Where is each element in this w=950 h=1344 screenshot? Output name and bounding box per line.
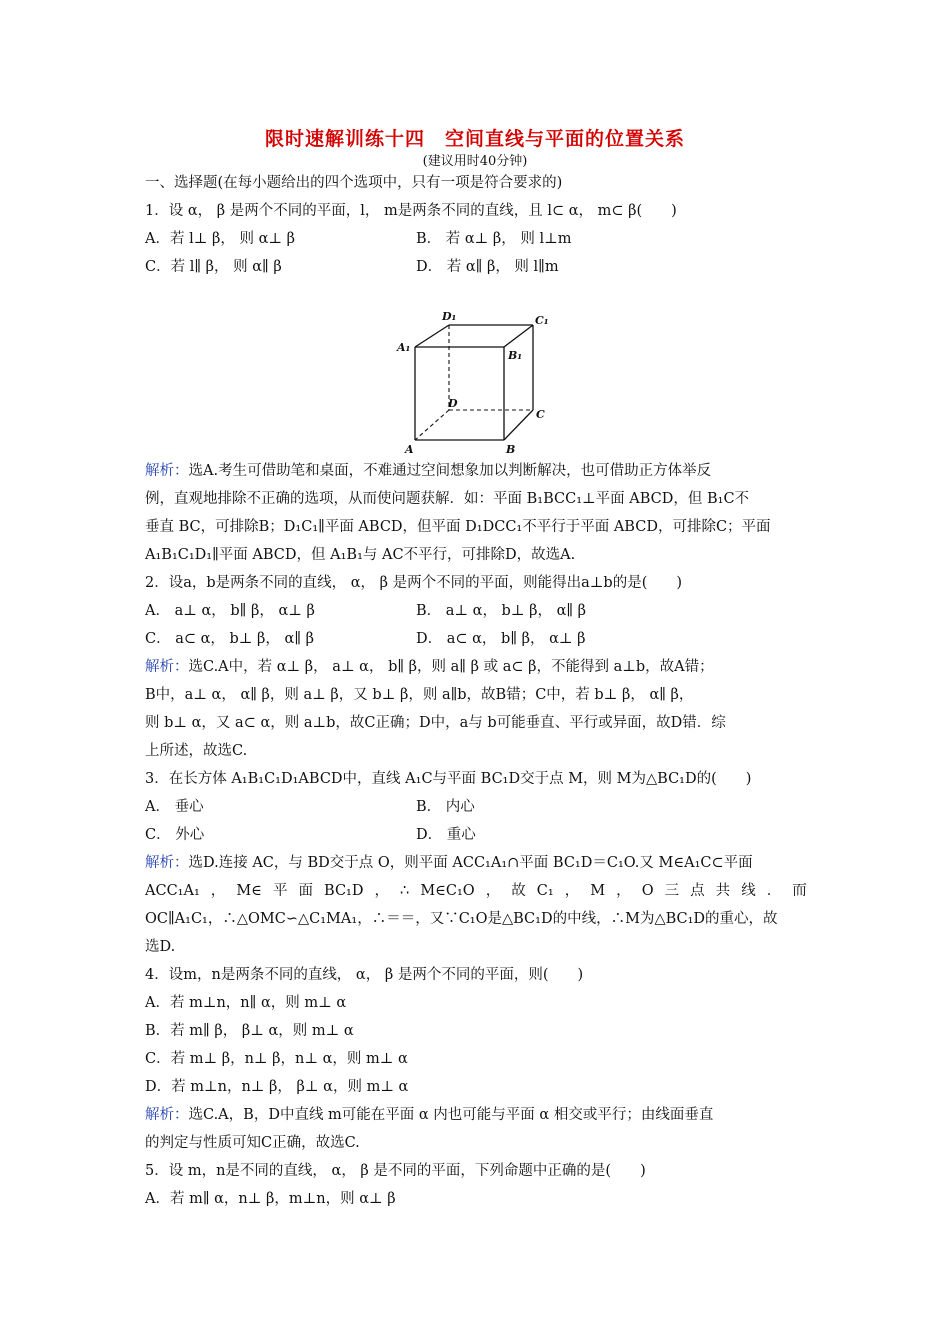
q2-option-b: B． a⊥ α， b⊥ β， α∥ β: [416, 603, 587, 619]
q3-option-d: D． 重心: [416, 827, 476, 843]
q3-analysis-line-1: 解析：选D.连接 AC，与 BD交于点 O，则平面 ACC₁A₁∩平面 BC₁D＝C₁O.又 M∈A₁C⊂平面: [145, 855, 753, 871]
q2-option-c: C． a⊂ α， b⊥ β， α∥ β: [145, 631, 315, 647]
q3-option-b: B． 内心: [416, 799, 475, 815]
cube-label-c: C: [536, 408, 545, 421]
q3-analysis-line-2: ACC₁A₁ ， M∈ 平 面 BC₁D ， ∴ M∈C₁O ， 故 C₁ ， M ， O 三 点 共 线 ． 而: [145, 883, 807, 899]
q2-stem: 2．设a，b是两条不同的直线， α， β 是两个不同的平面，则能得出a⊥b的是( ): [145, 575, 683, 591]
cube-label-a: A: [405, 443, 414, 456]
q3-option-a: A． 垂心: [145, 799, 204, 815]
section-heading: 一、选择题(在每小题给出的四个选项中，只有一项是符合要求的): [145, 175, 563, 191]
q1-analysis-label: 解析：: [145, 463, 189, 479]
q2-analysis-label: 解析：: [145, 659, 189, 675]
q1-analysis-line-2: 例，直观地排除不正确的选项，从而使问题获解．如：平面 B₁BCC₁⊥平面 ABCD，但 B₁C不: [145, 491, 750, 507]
q2-analysis-line-4: 上所述，故选C.: [145, 743, 248, 759]
q3-analysis-label: 解析：: [145, 855, 189, 871]
q2-option-a: A． a⊥ α， b∥ β， α⊥ β: [145, 603, 315, 619]
q4-option-b: B．若 m∥ β， β⊥ α，则 m⊥ α: [145, 1023, 354, 1039]
page-subtitle: (建议用时40分钟): [422, 154, 528, 169]
q3-option-c: C． 外心: [145, 827, 205, 843]
q4-analysis-label: 解析：: [145, 1107, 189, 1123]
cube-label-a1: A₁: [397, 341, 411, 354]
cube-label-d: D: [448, 397, 458, 410]
q1-stem: 1．设 α， β 是两个不同的平面，l， m是两条不同的直线，且 l⊂ α， m⊂ β( ): [145, 203, 677, 219]
q1-option-b: B． 若 α⊥ β， 则 l⊥m: [416, 231, 572, 247]
q1-option-a: A．若 l⊥ β， 则 α⊥ β: [145, 231, 295, 247]
q3-analysis-line-3: OC∥A₁C₁，∴△OMC∽△C₁MA₁，∴＝＝，又∵C₁O是△BC₁D的中线，∴M为△BC₁D的重心，故: [145, 911, 778, 927]
q4-analysis-line-2: 的判定与性质可知C正确，故选C.: [145, 1135, 360, 1151]
q5-option-a: A．若 m∥ α，n⊥ β，m⊥n，则 α⊥ β: [145, 1191, 396, 1207]
cube-label-c1: C₁: [535, 314, 549, 327]
q2-analysis-line-1: 解析：选C.A中，若 α⊥ β， a⊥ α， b∥ β，则 a∥ β 或 a⊂ β，不能得到 a⊥b，故A错；: [145, 659, 714, 675]
q1-option-c: C．若 l∥ β， 则 α∥ β: [145, 259, 282, 275]
q1-analysis-line-3: 垂直 BC，可排除B；D₁C₁∥平面 ABCD，但平面 D₁DCC₁不平行于平面 ABCD，可排除C；平面: [145, 519, 771, 535]
cube-label-b: B: [506, 443, 516, 456]
cube-figure: [392, 306, 562, 456]
q4-stem: 4．设m，n是两条不同的直线， α， β 是两个不同的平面，则( ): [145, 967, 584, 983]
q2-analysis-line-2: B中，a⊥ α， α∥ β，则 a⊥ β，又 b⊥ β，则 a∥b，故B错；C中，若 b⊥ β， α∥ β，: [145, 687, 694, 703]
cube-label-b1: B₁: [508, 349, 523, 362]
q2-option-d: D． a⊂ α， b∥ β， α⊥ β: [416, 631, 586, 647]
q3-stem: 3．在长方体 A₁B₁C₁D₁ABCD中，直线 A₁C与平面 BC₁D交于点 M，则 M为△BC₁D的( ): [145, 771, 752, 787]
q3-analysis-line-4: 选D.: [145, 939, 176, 955]
q1-analysis-line-1: 解析：选A.考生可借助笔和桌面，不难通过空间想象加以判断解决，也可借助正方体举反: [145, 463, 712, 479]
page-title: 限时速解训练十四 空间直线与平面的位置关系: [264, 128, 685, 150]
q4-option-a: A．若 m⊥n，n∥ α，则 m⊥ α: [145, 995, 347, 1011]
q4-option-d: D．若 m⊥n，n⊥ β， β⊥ α，则 m⊥ α: [145, 1079, 409, 1095]
q5-stem: 5．设 m，n是不同的直线， α， β 是不同的平面，下列命题中正确的是( ): [145, 1163, 646, 1179]
cube-label-d1: D₁: [442, 310, 457, 323]
q1-option-d: D． 若 α∥ β， 则 l∥m: [416, 259, 559, 275]
q4-option-c: C．若 m⊥ β，n⊥ β，n⊥ α，则 m⊥ α: [145, 1051, 408, 1067]
q2-analysis-line-3: 则 b⊥ α，又 a⊂ α，则 a⊥b，故C正确；D中，a与 b可能垂直、平行或异面，故D错．综: [145, 715, 726, 731]
q4-analysis-line-1: 解析：选C.A，B，D中直线 m可能在平面 α 内也可能与平面 α 相交或平行；由线面垂直: [145, 1107, 714, 1123]
q1-analysis-line-4: A₁B₁C₁D₁∥平面 ABCD，但 A₁B₁与 AC不平行，可排除D，故选A.: [145, 547, 576, 563]
